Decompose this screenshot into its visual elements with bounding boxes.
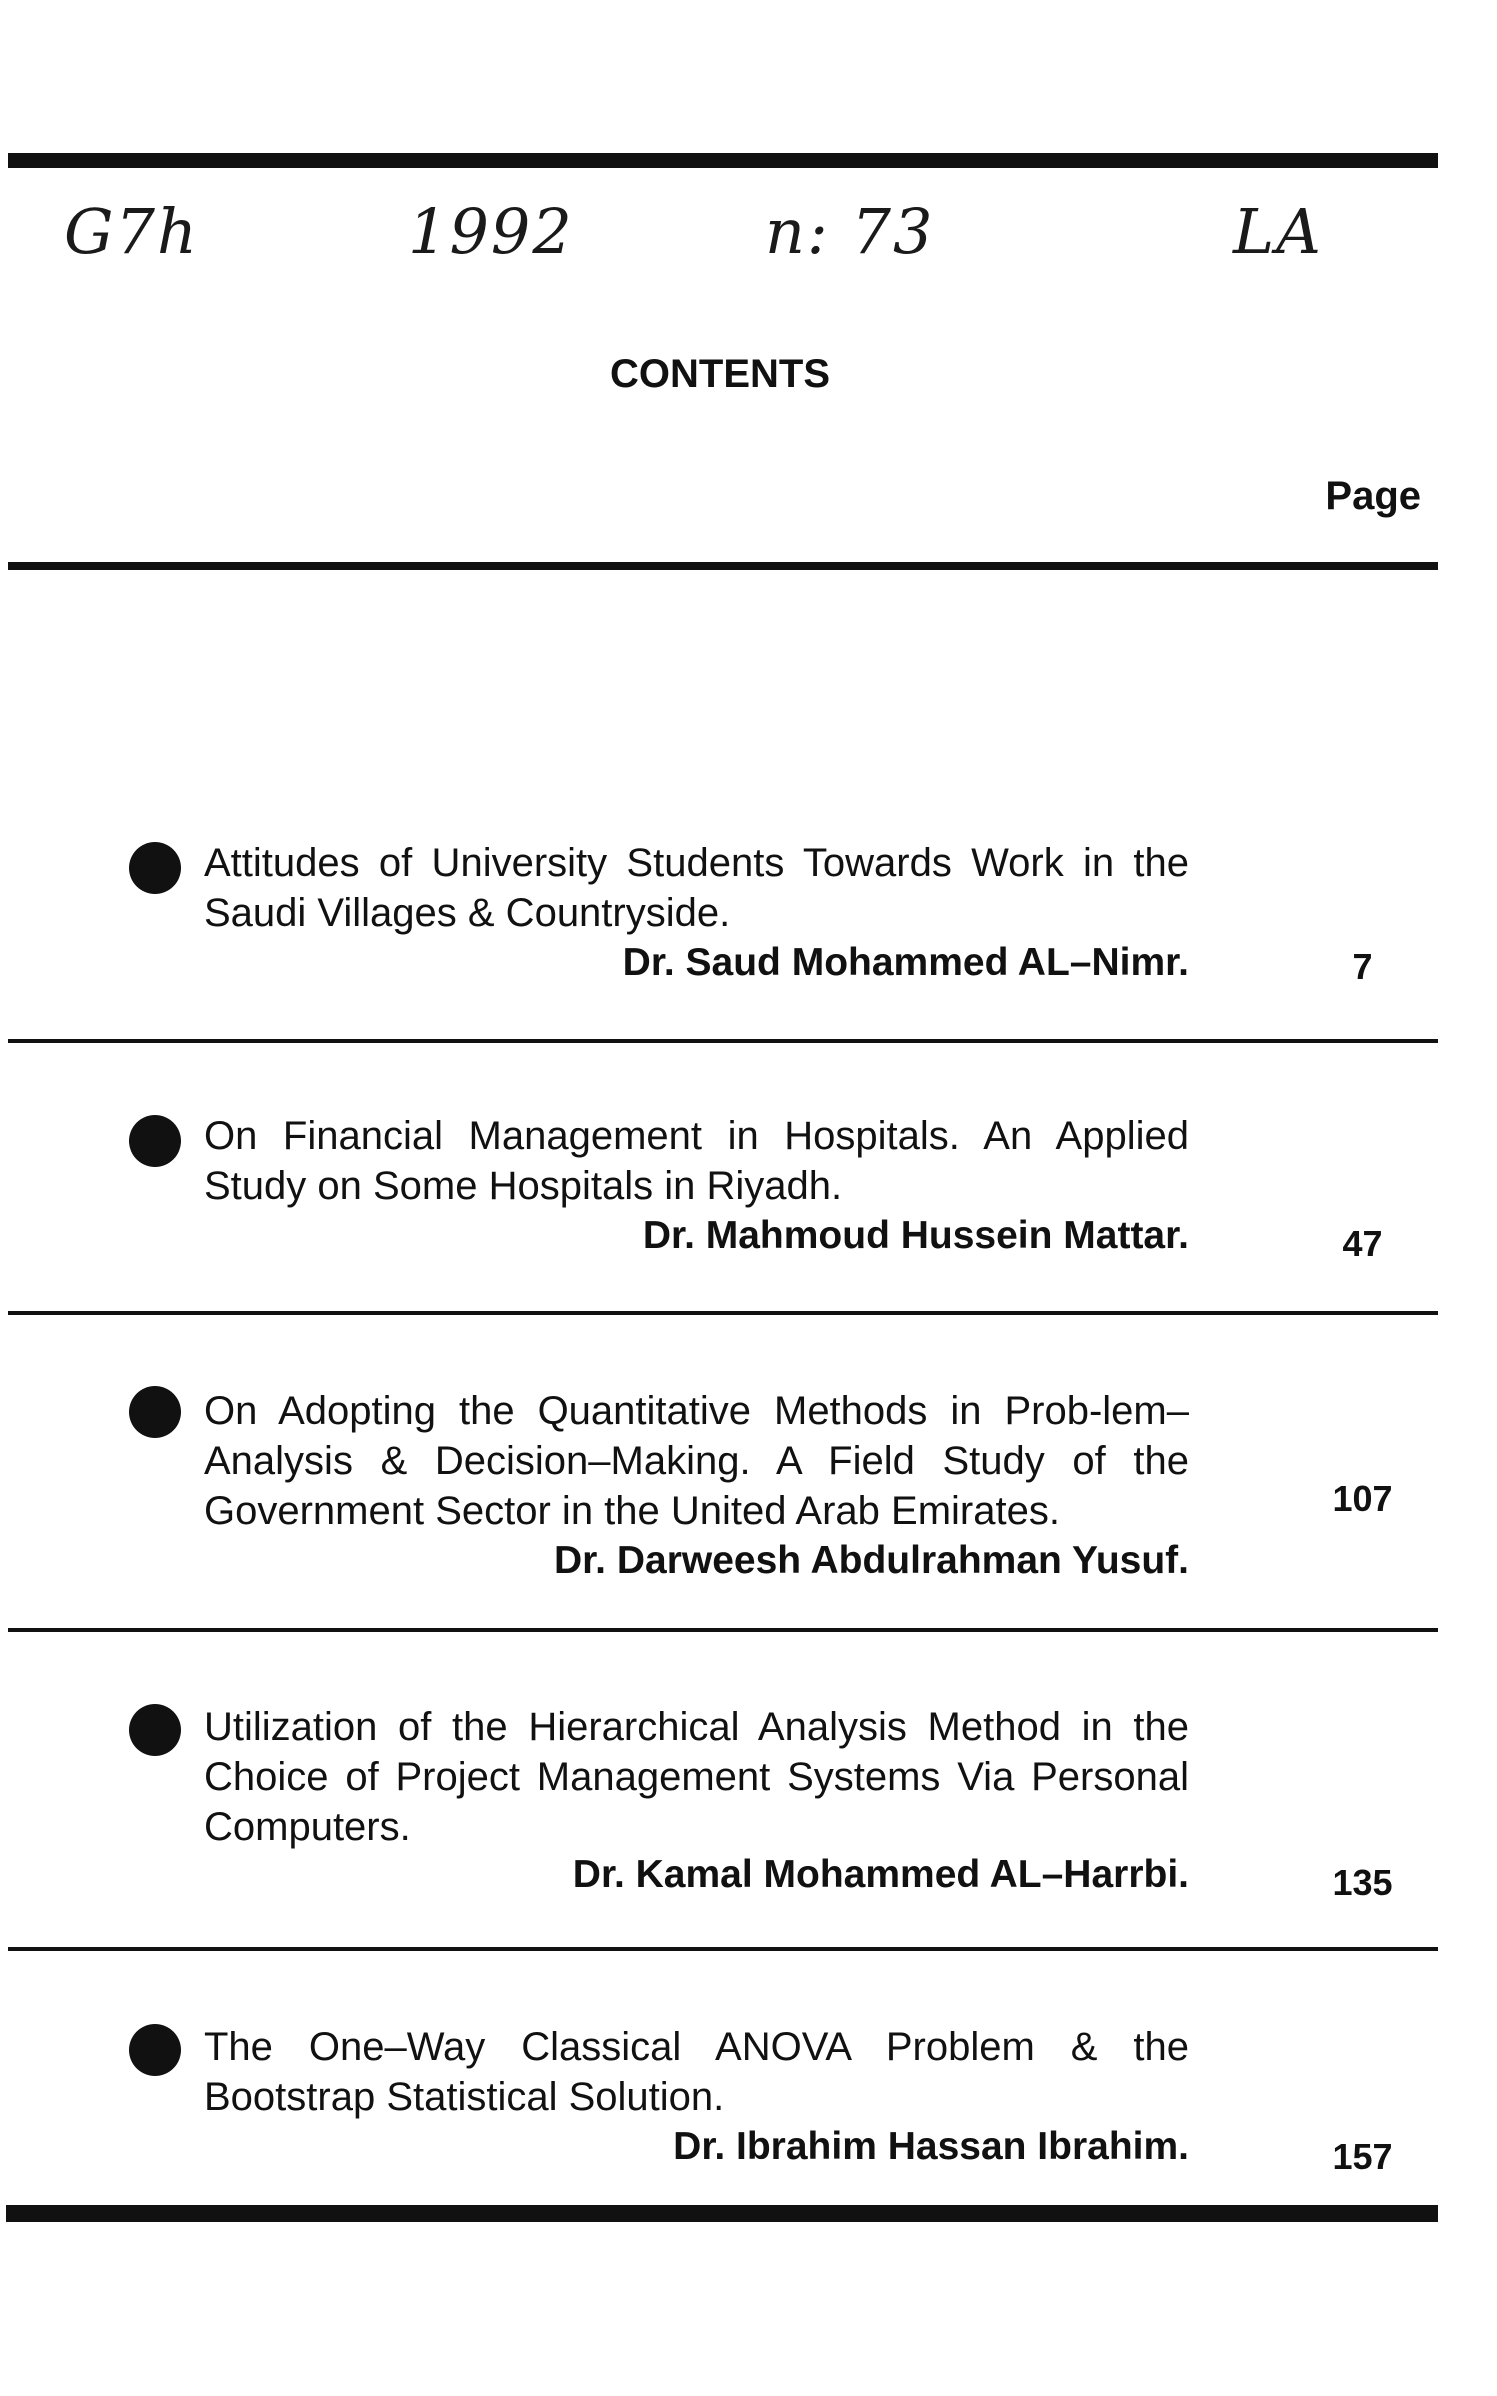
entry-author: Dr. Saud Mohammed AL–Nimr.: [622, 941, 1189, 984]
entry-title: Utilization of the Hierarchical Analysis Method in the Choice of Project Management Systems Via Personal Computers.: [204, 1705, 1189, 1849]
handwritten-note: n: 73: [765, 195, 935, 268]
entry-title: The One–Way Classical ANOVA Problem & the Bootstrap Statistical Solution.: [204, 2025, 1189, 2119]
entry-page-number: 47: [1342, 1223, 1383, 1264]
bullet-icon: [129, 1386, 181, 1438]
bullet-icon: [129, 842, 181, 894]
bottom-rule: [6, 2205, 1438, 2222]
entry-title: On Adopting the Quantitative Methods in Prob-lem–Analysis & Decision–Making. A Field Study of the Government Sector in the United Arab Emirates.: [204, 1389, 1189, 1533]
entry-page-number: 7: [1352, 946, 1373, 987]
top-rule: [8, 153, 1438, 168]
entry-title: Attitudes of University Students Towards Work in the Saudi Villages & Countryside.: [204, 841, 1189, 935]
page-column-label: Page: [1325, 474, 1421, 518]
bullet-icon: [129, 1704, 181, 1756]
entry-author: Dr. Mahmoud Hussein Mattar.: [642, 1214, 1189, 1257]
bullet-icon: [129, 1115, 181, 1167]
header-rule: [8, 562, 1438, 570]
entry-divider: [8, 1628, 1438, 1632]
entry-title: On Financial Management in Hospitals. An Applied Study on Some Hospitals in Riyadh.: [204, 1114, 1189, 1208]
entry-page-number: 157: [1332, 2136, 1393, 2177]
entry-divider: [8, 1039, 1438, 1043]
entry-page-number: 107: [1332, 1478, 1393, 1519]
entry-divider: [8, 1311, 1438, 1315]
handwritten-note: LA: [1233, 195, 1323, 268]
handwritten-note: 1992: [408, 195, 574, 268]
entry-page-number: 135: [1332, 1862, 1393, 1903]
entry-author: Dr. Kamal Mohammed AL–Harrbi.: [572, 1853, 1189, 1896]
entry-author: Dr. Ibrahim Hassan Ibrahim.: [673, 2125, 1189, 2168]
entry-author: Dr. Darweesh Abdulrahman Yusuf.: [553, 1539, 1189, 1582]
bullet-icon: [129, 2024, 181, 2076]
entry-divider: [8, 1947, 1438, 1951]
handwritten-note: G7h: [64, 195, 199, 268]
page-title: CONTENTS: [610, 352, 830, 396]
